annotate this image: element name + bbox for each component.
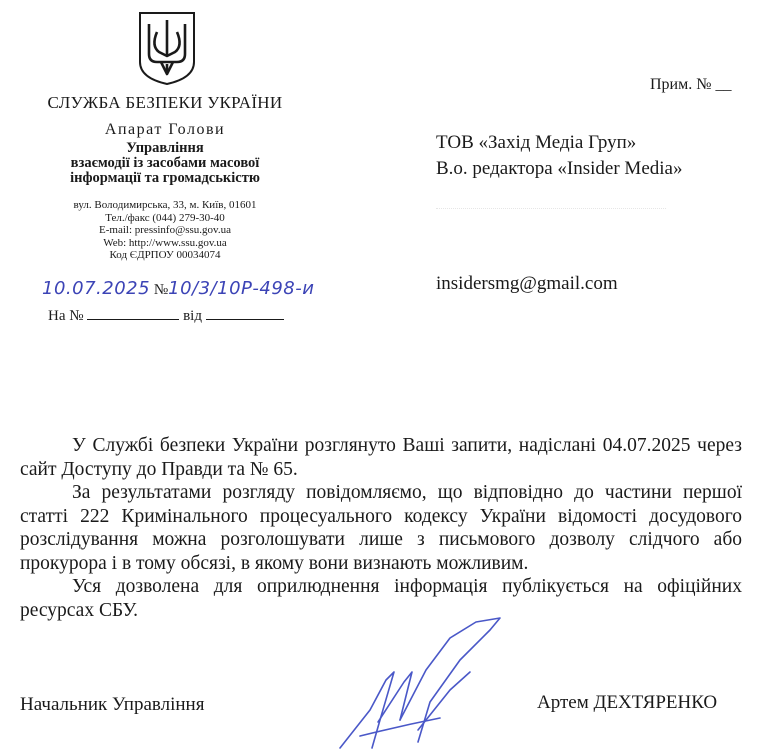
signatory-position: Начальник Управління [20,694,205,715]
body-paragraph-2: За результатами розгляду повідомляємо, що відповідно до частини першої статті 222 Кримінального процесуального кодексу України відомості досудового розслідування можна розголошувати лише з письмового дозволу слідчого або прокурора і в тому обсязі, в якому вони визнають можливим. [20,482,742,574]
addressee-email: insidersmg@gmail.com [436,273,618,294]
registration-number-label: № [153,282,169,298]
registration-date: 10.07.2025 [42,278,151,299]
addressee-person: В.о. редактора «Insider Media» [436,158,683,179]
apparat-name: Апарат Голови [104,121,226,138]
handwritten-signature [300,610,520,755]
email-text: E-mail: pressinfo@ssu.gov.ua [99,224,231,236]
contact-block [20,199,310,262]
department-line-1: Управління [126,140,204,156]
body-paragraph-3: Уся дозволена для оприлюднення інформація публікується на офіційних ресурсах СБУ. [20,576,742,621]
body-paragraph-1: У Службі безпеки України розглянуто Ваші запити, надіслані 04.07.2025 через сайт Доступу до Правди та № 65. [20,435,742,480]
reply-reference-line [48,306,284,325]
addressee-block [436,130,682,182]
edrpou-text: Код ЄДРПОУ 00034074 [109,249,221,261]
from-label: від [183,308,202,324]
in-reply-number-blank [87,306,179,320]
registration-line [42,278,314,299]
from-date-blank [206,306,284,320]
divider [436,208,666,209]
signatory-name: Артем ДЕХТЯРЕНКО [537,692,718,713]
registration-number: 10/3/10Р-498-и [168,278,315,299]
phone-text: Тел./факс (044) 279-30-40 [105,211,225,224]
web-text: Web: http://www.ssu.gov.ua [103,236,227,249]
department-line-2: взаємодії із засобами масової [70,155,260,171]
coat-of-arms-icon [137,10,197,91]
addressee-company: ТОВ «Захід Медіа Груп» [436,132,637,153]
note-number: Прим. № __ [650,76,732,93]
department-line-3: інформації та громадськістю [70,170,260,186]
address-text: вул. Володимирська, 33, м. Київ, 01601 [73,199,257,211]
agency-name: СЛУЖБА БЕЗПЕКИ УКРАЇНИ [47,93,283,112]
letter-body [20,434,742,622]
department-name [20,141,310,186]
in-reply-label: На № [48,308,84,324]
